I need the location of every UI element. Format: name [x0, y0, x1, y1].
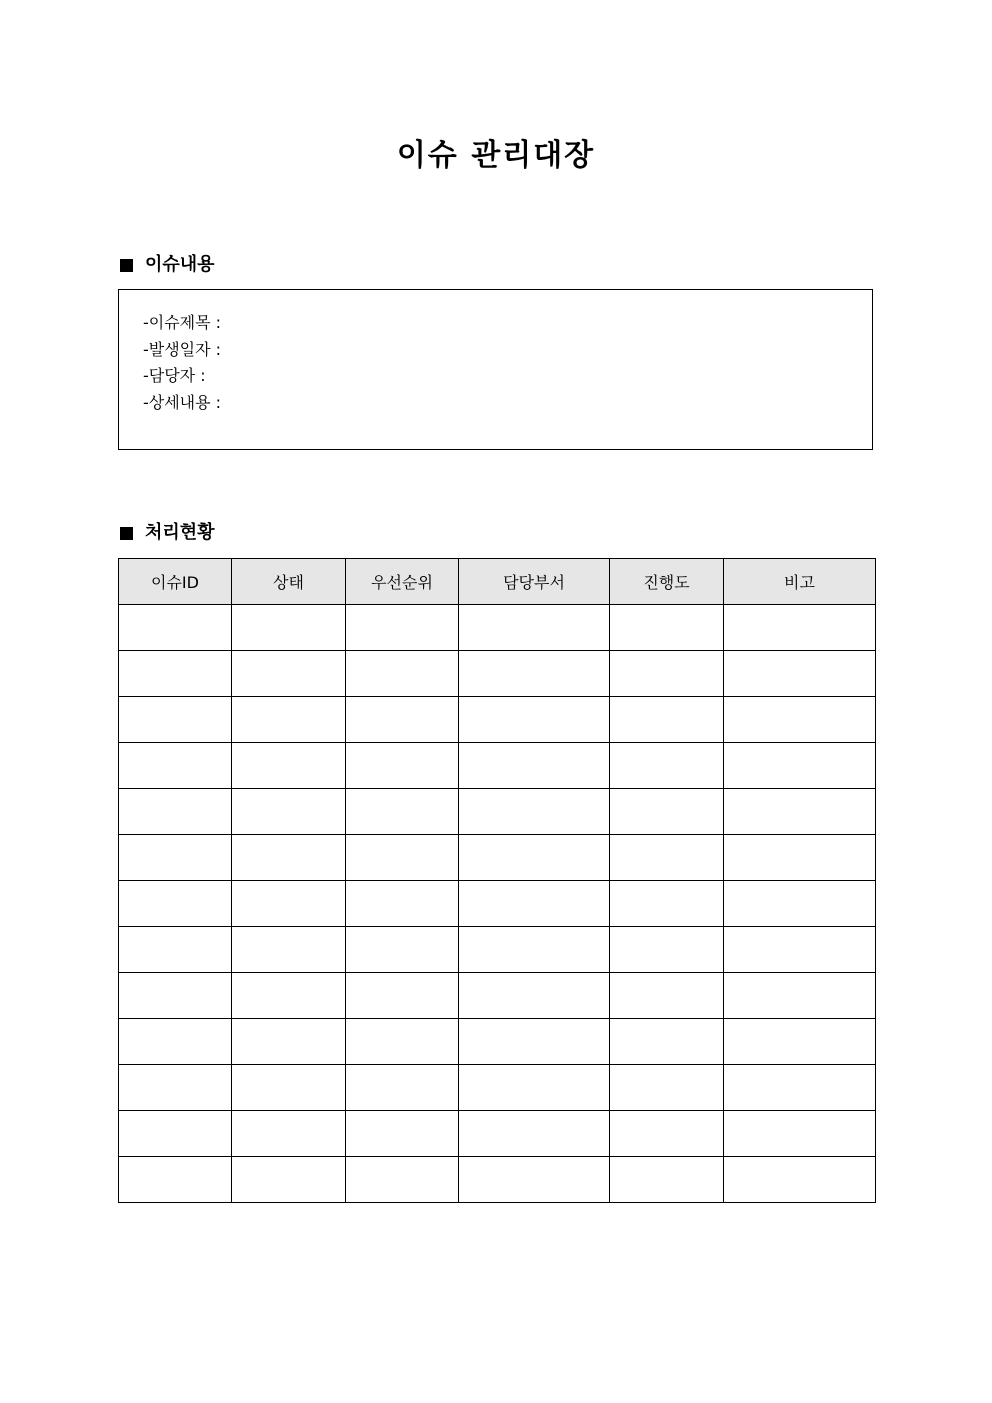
- table-cell[interactable]: [232, 697, 346, 743]
- column-header-issue-id: 이슈ID: [119, 559, 232, 605]
- page-title: 이슈 관리대장: [396, 138, 596, 173]
- table-cell[interactable]: [459, 1065, 610, 1111]
- table-cell[interactable]: [232, 789, 346, 835]
- table-cell[interactable]: [232, 1111, 346, 1157]
- table-cell[interactable]: [119, 927, 232, 973]
- status-table: [118, 558, 876, 1203]
- table-cell[interactable]: [119, 1065, 232, 1111]
- table-cell[interactable]: [346, 1157, 459, 1203]
- table-cell[interactable]: [724, 1019, 876, 1065]
- table-cell[interactable]: [346, 835, 459, 881]
- table-cell[interactable]: [610, 927, 724, 973]
- table-body: [119, 605, 876, 1203]
- table-cell[interactable]: [610, 1157, 724, 1203]
- table-cell[interactable]: [724, 1065, 876, 1111]
- table-cell[interactable]: [459, 651, 610, 697]
- table-cell[interactable]: [724, 881, 876, 927]
- issue-content-box: [118, 289, 873, 450]
- table-cell[interactable]: [610, 605, 724, 651]
- table-cell[interactable]: [346, 1065, 459, 1111]
- table-cell[interactable]: [232, 835, 346, 881]
- table-cell[interactable]: [724, 835, 876, 881]
- table-cell[interactable]: [459, 605, 610, 651]
- table-cell[interactable]: [724, 1157, 876, 1203]
- table-cell[interactable]: [610, 789, 724, 835]
- table-cell[interactable]: [346, 973, 459, 1019]
- table-row: [119, 697, 876, 743]
- table-row: [119, 973, 876, 1019]
- table-cell[interactable]: [346, 605, 459, 651]
- table-cell[interactable]: [610, 697, 724, 743]
- table-cell[interactable]: [232, 1065, 346, 1111]
- table-cell[interactable]: [346, 651, 459, 697]
- table-cell[interactable]: [119, 1157, 232, 1203]
- table-cell[interactable]: [232, 743, 346, 789]
- table-row: [119, 1157, 876, 1203]
- table-cell[interactable]: [119, 1019, 232, 1065]
- table-cell[interactable]: [610, 743, 724, 789]
- table-cell[interactable]: [724, 1111, 876, 1157]
- table-row: [119, 605, 876, 651]
- table-cell[interactable]: [232, 1157, 346, 1203]
- table-row: [119, 1065, 876, 1111]
- table-cell[interactable]: [610, 835, 724, 881]
- table-cell[interactable]: [610, 1111, 724, 1157]
- table-cell[interactable]: [346, 1111, 459, 1157]
- table-cell[interactable]: [119, 1111, 232, 1157]
- issue-content-heading-label: 이슈내용: [145, 254, 215, 275]
- table-cell[interactable]: [459, 927, 610, 973]
- table-cell[interactable]: [346, 1019, 459, 1065]
- table-cell[interactable]: [724, 605, 876, 651]
- table-cell[interactable]: [119, 651, 232, 697]
- table-row: [119, 743, 876, 789]
- table-cell[interactable]: [232, 973, 346, 1019]
- table-cell[interactable]: [119, 835, 232, 881]
- table-cell[interactable]: [459, 1019, 610, 1065]
- table-row: [119, 651, 876, 697]
- table-cell[interactable]: [346, 881, 459, 927]
- table-row: [119, 835, 876, 881]
- table-cell[interactable]: [119, 697, 232, 743]
- table-cell[interactable]: [610, 1019, 724, 1065]
- table-cell[interactable]: [724, 789, 876, 835]
- table-cell[interactable]: [610, 881, 724, 927]
- table-cell[interactable]: [119, 743, 232, 789]
- table-cell[interactable]: [459, 881, 610, 927]
- square-bullet-icon: [120, 259, 133, 272]
- table-cell[interactable]: [459, 697, 610, 743]
- square-bullet-icon: [120, 527, 133, 540]
- status-heading: [118, 521, 215, 545]
- table-cell[interactable]: [724, 743, 876, 789]
- table-row: [119, 1019, 876, 1065]
- table-cell[interactable]: [724, 651, 876, 697]
- field-issue-title: -이슈제목 :: [143, 313, 222, 332]
- table-cell[interactable]: [346, 927, 459, 973]
- table-cell[interactable]: [610, 1065, 724, 1111]
- table-row: [119, 1111, 876, 1157]
- table-cell[interactable]: [232, 605, 346, 651]
- field-occurrence-date: -발생일자 :: [143, 339, 222, 359]
- table-cell[interactable]: [724, 973, 876, 1019]
- table-cell[interactable]: [346, 789, 459, 835]
- table-cell[interactable]: [119, 973, 232, 1019]
- column-header-department: 담당부서: [459, 559, 610, 605]
- issue-content-heading: [118, 253, 215, 277]
- table-cell[interactable]: [119, 881, 232, 927]
- table-cell[interactable]: [610, 973, 724, 1019]
- column-header-priority: 우선순위: [346, 559, 459, 605]
- table-cell[interactable]: [724, 697, 876, 743]
- table-cell[interactable]: [232, 927, 346, 973]
- field-details: -상세내용 :: [143, 392, 222, 412]
- table-cell[interactable]: [459, 835, 610, 881]
- table-row: [119, 881, 876, 927]
- table-row: [119, 789, 876, 835]
- table-cell[interactable]: [610, 651, 724, 697]
- column-header-status: 상태: [232, 559, 346, 605]
- table-header-row: [119, 559, 876, 605]
- column-header-remarks: 비고: [724, 559, 876, 605]
- table-row: [119, 927, 876, 973]
- table-cell[interactable]: [459, 789, 610, 835]
- table-cell[interactable]: [119, 789, 232, 835]
- field-assignee: -담당자 :: [143, 366, 206, 385]
- table-cell[interactable]: [459, 743, 610, 789]
- table-cell[interactable]: [724, 927, 876, 973]
- table-cell[interactable]: [232, 651, 346, 697]
- table-cell[interactable]: [232, 881, 346, 927]
- table-cell[interactable]: [346, 743, 459, 789]
- table-cell[interactable]: [232, 1019, 346, 1065]
- status-heading-label: 처리현황: [145, 522, 215, 543]
- table-cell[interactable]: [119, 605, 232, 651]
- table-cell[interactable]: [459, 1157, 610, 1203]
- table-cell[interactable]: [459, 973, 610, 1019]
- table-cell[interactable]: [459, 1111, 610, 1157]
- table-cell[interactable]: [346, 697, 459, 743]
- column-header-progress: 진행도: [610, 559, 724, 605]
